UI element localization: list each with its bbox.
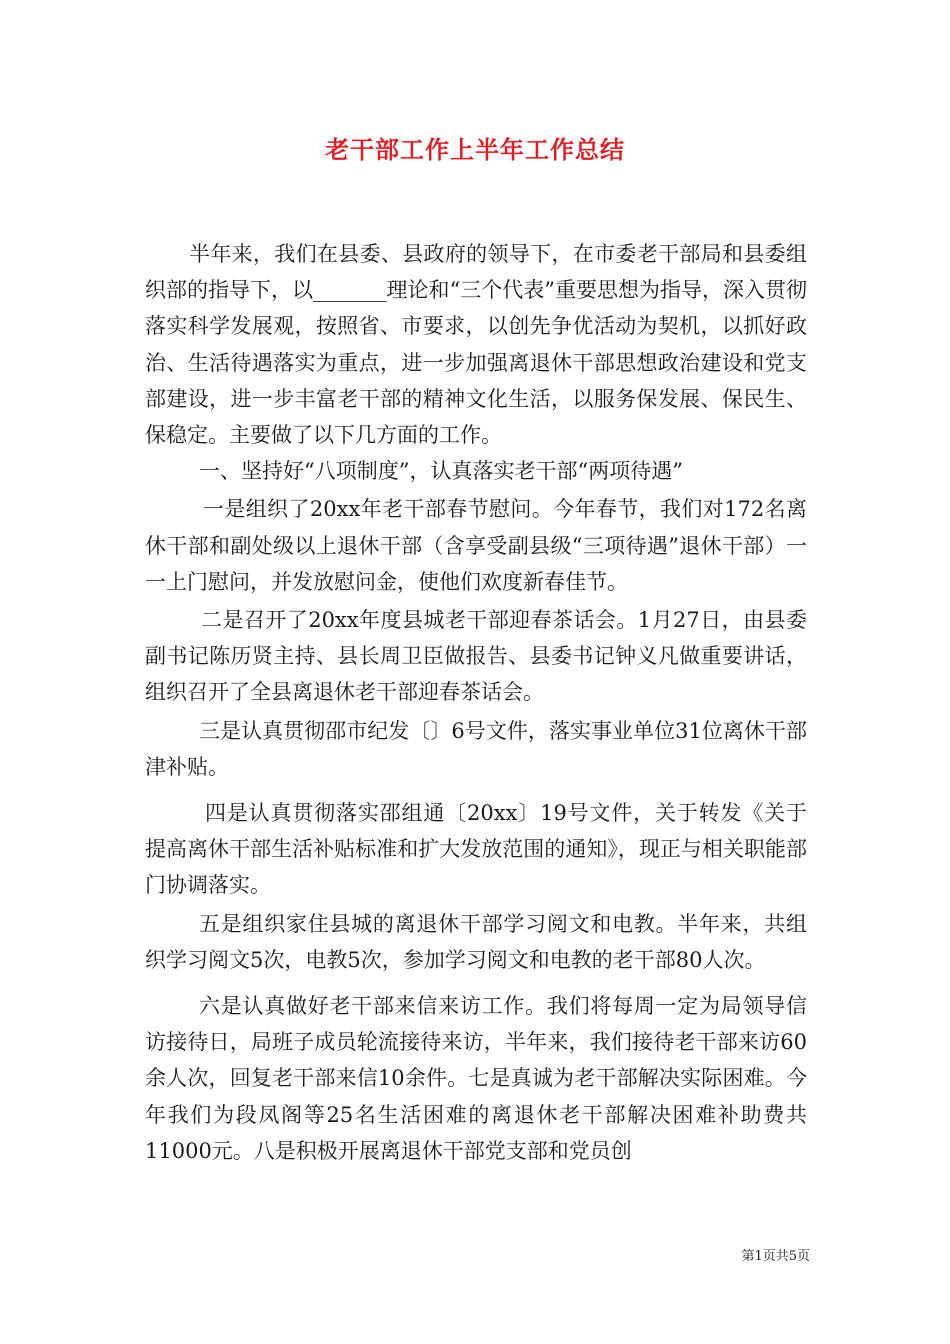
paragraph-item-4: 四是认真贯彻落实邵组通〔20xx〕19号文件，关于转发《关于提高离休干部生活补贴标准和扩大发放范围的通知》，现正与相关职能部门协调落实。 [145, 801, 807, 898]
page-number-footer: 第1页共5页 [741, 1249, 810, 1264]
paragraph-item-6: 六是认真做好老干部来信来访工作。我们将每周一定为局领导信访接待日，局班子成员轮流接待来访，半年来，我们接待老干部来访60余人次，回复老干部来信10余件。七是真诚为老干部解决实际困难。今年我们为段凤阁等25名生活困难的离退休老干部解决困难补助费共11000元。八是积极开展离退休干部党支部和党员创 [145, 994, 807, 1163]
document-title: 老干部工作上半年工作总结 [325, 135, 625, 164]
paragraph-item-2: 二是召开了20xx年度县城老干部迎春茶话会。1月27日，由县委副书记陈历贤主持、县长周卫臣做报告、县委书记钟义凡做重要讲话，组织召开了全县离退休老干部迎春茶话会。 [145, 608, 807, 705]
paragraph-item-1: 一是组织了20xx年老干部春节慰问。今年春节，我们对172名离休干部和副处级以上退休干部（含享受副县级“三项待遇”退休干部）一一上门慰问，并发放慰问金，使他们欢度新春佳节。 [145, 497, 807, 594]
paragraph-intro: 半年来，我们在县委、县政府的领导下，在市委老干部局和县委组织部的指导下，以_______理论和“三个代表”重要思想为指导，深入贯彻落实科学发展观，按照省、市要求，以创先争优活动为契机，以抓好政治、生活待遇落实为重点，进一步加强离退休干部思想政治建设和党支部建设，进一步丰富老干部的精神文化生活，以服务保发展、保民生、保稳定。主要做了以下几方面的工作。 [145, 242, 807, 448]
paragraph-item-5: 五是组织家住县城的离退休干部学习阅文和电教。半年来，共组织学习阅文5次，电教5次，参加学习阅文和电教的老干部80人次。 [145, 911, 807, 972]
document-body [145, 236, 807, 1169]
section-heading: 一、坚持好“八项制度”，认真落实老干部“两项待遇” [199, 459, 683, 484]
paragraph-item-3: 三是认真贯彻邵市纪发〔〕6号文件，落实事业单位31位离休干部津补贴。 [145, 718, 807, 779]
